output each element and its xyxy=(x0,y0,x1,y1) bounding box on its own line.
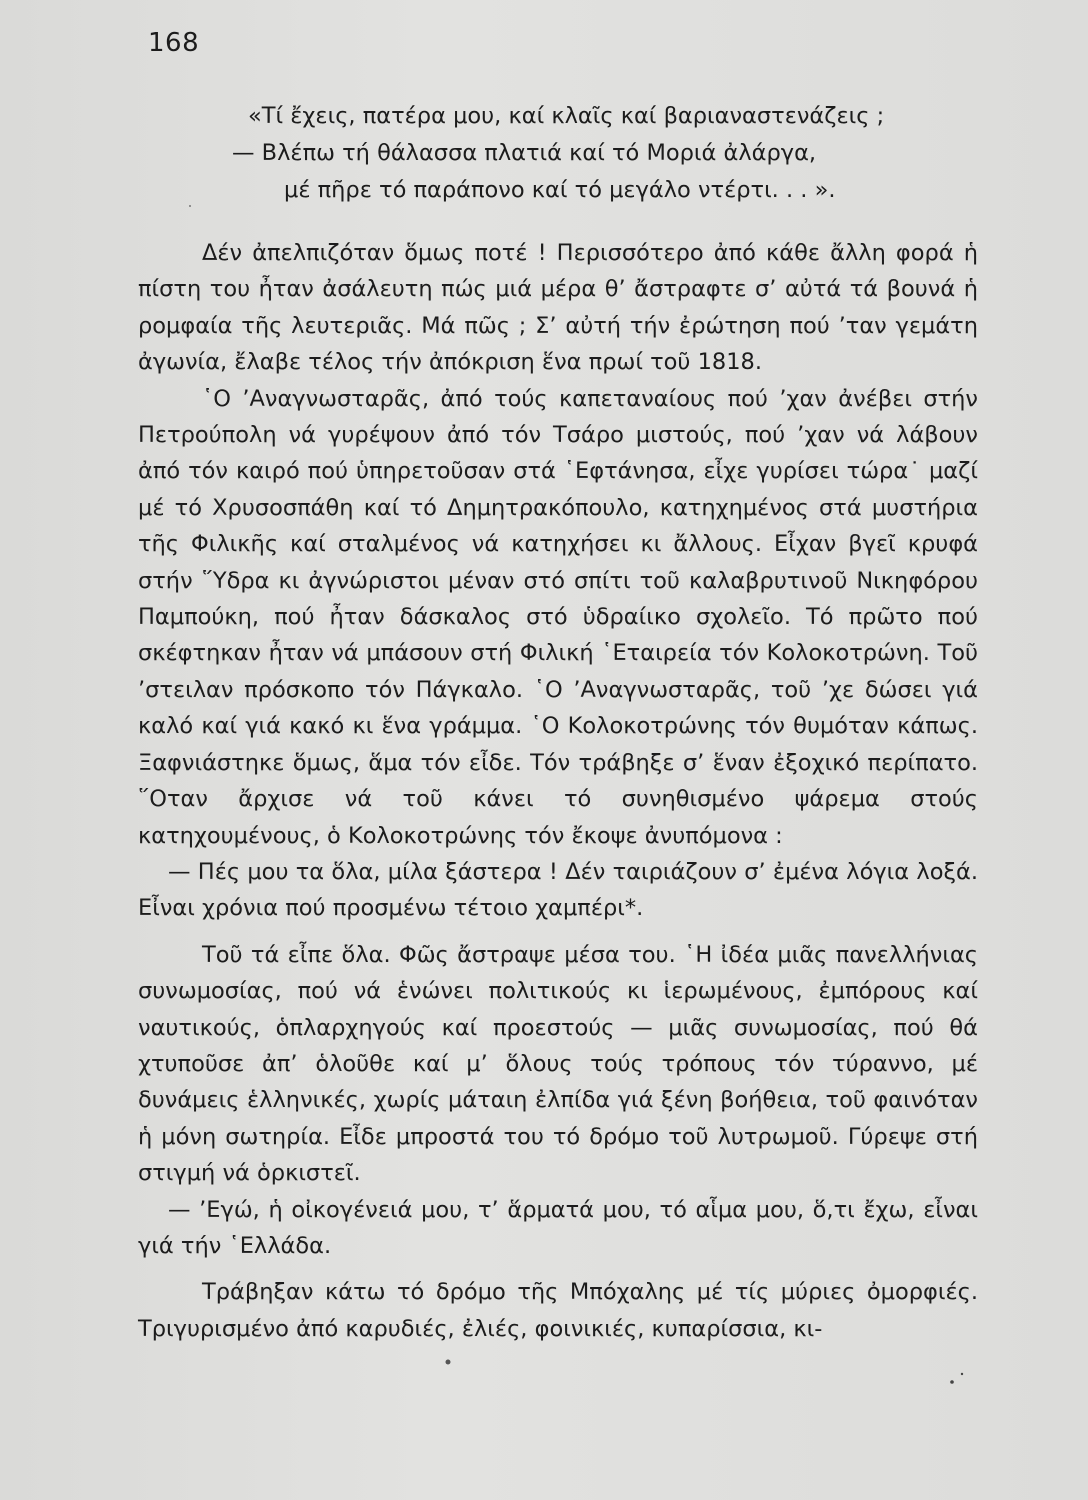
verse-line: μέ πῆρε τό παράπονο καί τό μεγάλο ντέρτι. . . ». xyxy=(284,177,836,203)
dialogue-paragraph: — ’Εγώ, ἡ οἰκογένειά μου, τ’ ἅρματά μου, τό αἷμα μου, ὅ,τι ἔχω, εἶναι γιά τήν ῾Ελλάδα. xyxy=(138,1196,978,1259)
verse-line: — Βλέπω τή θάλασσα πλατιά καί τό Μοριά ἀλάργα, xyxy=(232,140,817,166)
verse-block xyxy=(232,98,978,209)
verse-line: «Τί ἔχεις, πατέρα μου, καί κλαῖς καί βαριαναστενάζεις ; xyxy=(248,103,885,129)
page-number: 168 xyxy=(148,28,200,58)
prose-block xyxy=(138,235,978,1347)
paragraph: Τράβηξαν κάτω τό δρόμο τῆς Μπόχαλης μέ τίς μύριες ὀμορφιές. Τριγυρισμένο ἀπό καρυδιές, ἐλιές, φοινικιές, κυπαρίσσια, κι- xyxy=(138,1279,978,1342)
dialogue-paragraph: — Πές μου τα ὅλα, μίλα ξάστερα ! Δέν ταιριάζουν σ’ ἐμένα λόγια λοξά. Εἶναι χρόνια πού προσμένω τέτοιο χαμπέρι*. xyxy=(138,858,978,922)
paragraph: ῾Ο ’Αναγνωσταρᾶς, ἀπό τούς καπεταναίους πού ’χαν ἀνέβει στήν Πετρούπολη νά γυρέψουν ἀπό τόν Τσάρο μιστούς, πού ’χαν νά λάβουν ἀπό τόν καιρό πού ὑπηρετοῦσαν στά ῾Εφτάνησα, εἶχε γυρίσει τώρα˙ μαζί μέ τό Χρυσοσπάθη καί τό Δημητρακόπουλο, κατηχημένος στά μυστήρια τῆς Φιλικῆς καί σταλμένος νά κατηχήσει κι ἄλλους. Εἶχαν βγεῖ κρυφά στήν ῞Υδρα κι ἀγνώριστοι μέναν στό σπίτι τοῦ καλαβρυτινοῦ Νικηφόρου Παμπούκη, πού ἦταν δάσκαλος στό ὑδραίικο σχολεῖο. Τό πρῶτο πού σκέφτηκαν ἦταν νά μπάσουν στή Φιλική ῾Εταιρεία τόν Κολοκοτρώνη. Τοῦ ’στειλαν πρόσκοπο τόν Πάγκαλο. ῾Ο ’Αναγνωσταρᾶς, τοῦ ’χε δώσει γιά καλό καί γιά κακό κι ἕνα γράμμα. ῾Ο Κολοκοτρώνης τόν θυμόταν κάπως. Ξαφνιάστηκε ὅμως, ἅμα τόν εἶδε. Τόν τράβηξε σ’ ἕναν ἐξοχικό περίπατο. ῞Οταν ἄρχισε νά τοῦ κάνει τό συνηθισμένο ψάρεμα στούς κατηχουμένους, ὁ Κολοκοτρώνης τόν ἔκοψε ἀνυπόμονα : xyxy=(138,385,978,849)
paragraph: Δέν ἀπελπιζόταν ὅμως ποτέ ! Περισσότερο ἀπό κάθε ἄλλη φορά ἡ πίστη του ἦταν ἀσάλευτη πώς μιά μέρα θ’ ἄστραφτε σ’ αὐτά τά βουνά ἡ ρομφαία τῆς λευτεριᾶς. Μά πῶς ; Σ’ αὐτή τήν ἐρώτηση πού ’ταν γεμάτη ἀγωνία, ἔλαβε τέλος τήν ἀπόκριση ἕνα πρωί τοῦ 1818. xyxy=(138,240,978,376)
paragraph: Τοῦ τά εἶπε ὅλα. Φῶς ἄστραψε μέσα του. ῾Η ἰδέα μιᾶς πανελλήνιας συνωμοσίας, πού νά ἑνώνει πολιτικούς κι ἱερωμένους, ἐμπόρους καί ναυτικούς, ὁπλαρχηγούς καί προεστούς — μιᾶς συνωμοσίας, πού θά χτυποῦσε ἀπ’ ὁλοῦθε καί μ’ ὅλους τούς τρόπους τόν τύραννο, μέ δυνάμεις ἑλληνικές, χωρίς μάταιη ἐλπίδα γιά ξένη βοήθεια, τοῦ φαινόταν ἡ μόνη σωτηρία. Εἶδε μπροστά του τό δρόμο τοῦ λυτρωμοῦ. Γύρεψε στή στιγμή νά ὁρκιστεῖ. xyxy=(138,941,978,1187)
page-text xyxy=(138,98,978,1347)
